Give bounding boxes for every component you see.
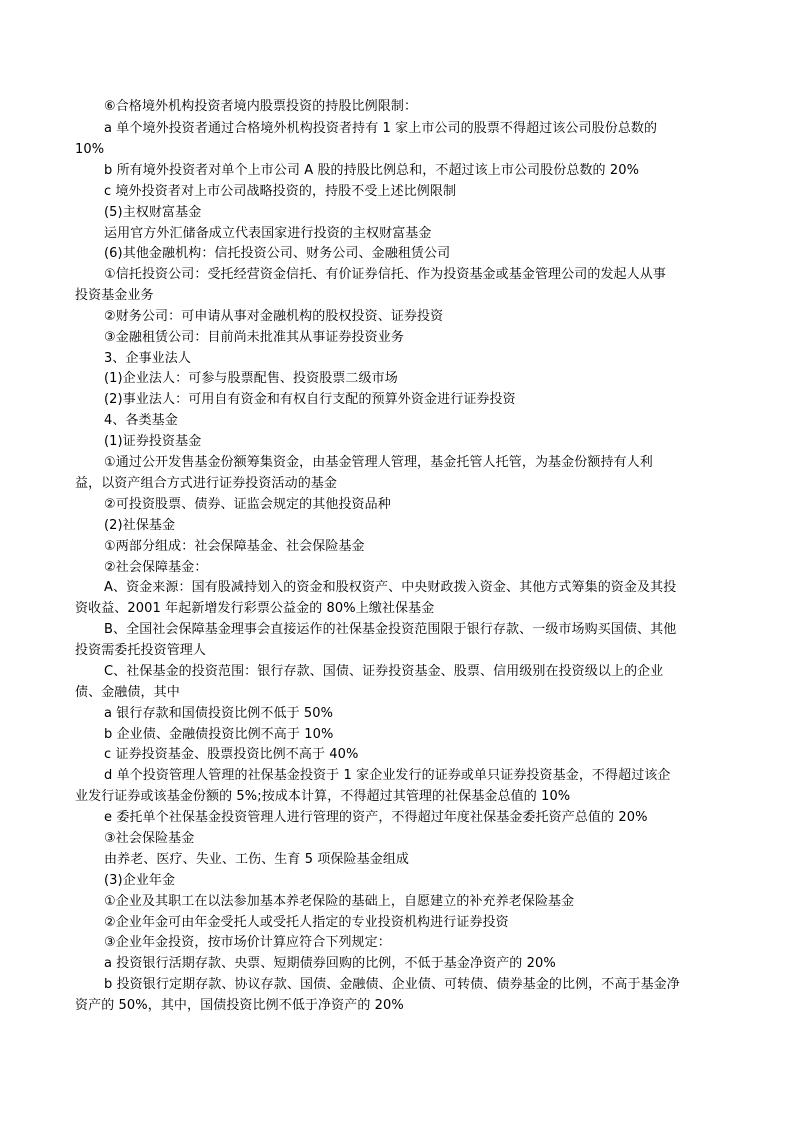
text-line: a 投资银行活期存款、央票、短期债券回购的比例，不低于基金净资产的 20% <box>104 956 556 971</box>
text-line: (3)企业年金 <box>104 873 176 888</box>
text-line: 投资基金业务 <box>75 288 154 303</box>
text-line: c 境外投资者对上市公司战略投资的，持股不受上述比例限制 <box>104 184 457 199</box>
text-line: 债、金融债，其中 <box>75 685 180 700</box>
text-line: 资产的 50%，其中，国债投资比例不低于净资产的 20% <box>75 998 404 1013</box>
text-line: 运用官方外汇储备成立代表国家进行投资的主权财富基金 <box>104 226 432 241</box>
text-line: 由养老、医疗、失业、工伤、生育 5 项保险基金组成 <box>104 852 410 867</box>
text-line: b 所有境外投资者对单个上市公司 A 股的持股比例总和，不超过该上市公司股份总数的 20% <box>104 163 640 178</box>
text-line: ③社会保险基金 <box>104 831 195 846</box>
text-line: ①通过公开发售基金份额筹集资金，由基金管理人管理，基金托管人托管，为基金份额持有人利 <box>104 455 653 470</box>
text-line: (2)事业法人：可用自有资金和有权自行支配的预算外资金进行证券投资 <box>104 392 516 407</box>
text-line: A、资金来源：国有股减持划入的资金和股权资产、中央财政拨入资金、其他方式筹集的资金及其投 <box>104 580 677 595</box>
text-line: a 单个境外投资者通过合格境外机构投资者持有 1 家上市公司的股票不得超过该公司股份总数的 <box>104 121 658 136</box>
text-line: ③金融租赁公司：目前尚未批准其从事证券投资业务 <box>104 330 404 345</box>
text-line: ①信托投资公司：受托经营资金信托、有价证券信托、作为投资基金或基金管理公司的发起人从事 <box>104 267 666 282</box>
text-line: ②可投资股票、债券、证监会规定的其他投资品种 <box>104 497 391 512</box>
text-line: ②社会保障基金： <box>104 560 208 575</box>
text-line: (1)证券投资基金 <box>104 434 202 449</box>
text-line: ②财务公司：可申请从事对金融机构的股权投资、证券投资 <box>104 309 444 324</box>
text-line: 投资需委托投资管理人 <box>75 643 207 658</box>
text-line: e 委托单个社保基金投资管理人进行管理的资产，不得超过年度社保基金委托资产总值的 20% <box>104 810 648 825</box>
text-line: 资收益、2001 年起新增发行彩票公益金的 80%上缴社保基金 <box>75 601 435 616</box>
text-line: c 证券投资基金、股票投资比例不高于 40% <box>104 747 359 762</box>
text-line: ⑥合格境外机构投资者境内股票投资的持股比例限制： <box>104 99 418 114</box>
text-line: ①企业及其职工在以法参加基本养老保险的基础上，自愿建立的补充养老保险基金 <box>104 894 575 909</box>
text-line: a 银行存款和国债投资比例不低于 50% <box>104 706 334 721</box>
text-line: ②企业年金可由年金受托人或受托人指定的专业投资机构进行证券投资 <box>104 915 509 930</box>
text-line: C、社保基金的投资范围：银行存款、国债、证券投资基金、股票、信用级别在投资级以上的企业 <box>104 664 664 679</box>
text-line: 业发行证券或该基金份额的 5%;按成本计算，不得超过其管理的社保基金总值的 10% <box>75 789 571 804</box>
text-line: (6)其他金融机构：信托投资公司、财务公司、金融租赁公司 <box>104 246 451 261</box>
text-line: 3、企事业法人 <box>104 351 191 366</box>
text-line: B、全国社会保障基金理事会直接运作的社保基金投资范围限于银行存款、一级市场购买国债、其他 <box>104 622 677 637</box>
text-line: (1)企业法人：可参与股票配售、投资股票二级市场 <box>104 371 398 386</box>
text-line: ①两部分组成：社会保障基金、社会保险基金 <box>104 539 365 554</box>
text-line: b 企业债、金融债投资比例不高于 10% <box>104 727 334 742</box>
text-line: b 投资银行定期存款、协议存款、国债、金融债、企业债、可转债、债券基金的比例，不高于基金净 <box>104 977 680 992</box>
text-line: 10% <box>75 142 105 157</box>
text-line: (2)社保基金 <box>104 518 176 533</box>
text-line: (5)主权财富基金 <box>104 205 202 220</box>
text-line: d 单个投资管理人管理的社保基金投资于 1 家企业发行的证券或单只证券投资基金，不得超过该企 <box>104 768 671 783</box>
text-line: 益，以资产组合方式进行证券投资活动的基金 <box>75 476 338 491</box>
text-line: ③企业年金投资，按市场价计算应符合下列规定： <box>104 935 391 950</box>
text-line: 4、各类基金 <box>104 413 178 428</box>
